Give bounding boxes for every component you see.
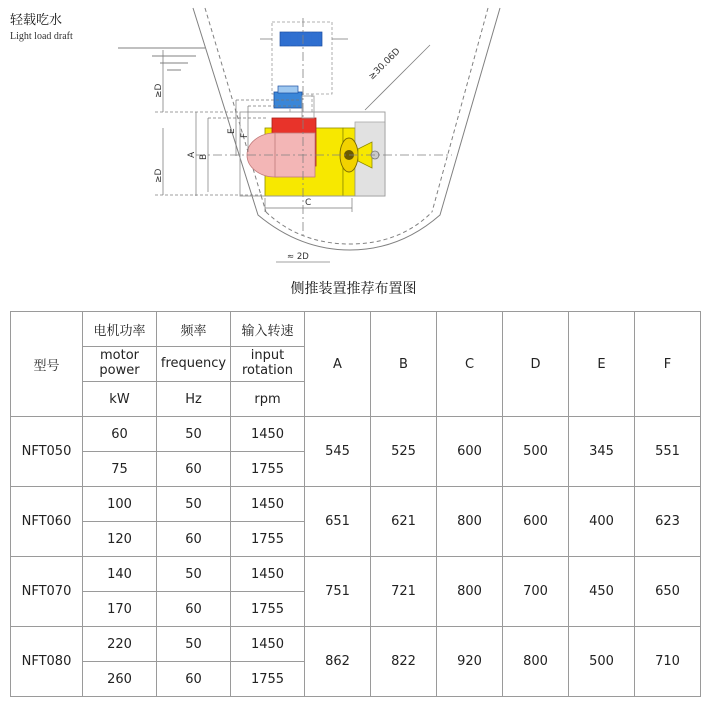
frequency: 60 (157, 452, 231, 487)
header-rpm-en: input rotation (231, 347, 305, 382)
motor-power: 170 (83, 592, 157, 627)
specification-table (10, 311, 701, 697)
dim-c-value: 920 (437, 627, 503, 697)
input-rotation: 1450 (231, 417, 305, 452)
header-dim-d: D (503, 312, 569, 417)
annotation-depth-upper: ≥D (154, 83, 164, 98)
dim-e-value: 450 (569, 557, 635, 627)
dim-c-value: 600 (437, 417, 503, 487)
dim-f-value: 623 (635, 487, 701, 557)
annotation-angle: ≥30.06D (367, 46, 403, 83)
dim-a-value: 545 (305, 417, 371, 487)
diagram-caption: 侧推装置推荐布置图 (290, 281, 417, 297)
dim-d-value: 500 (503, 417, 569, 487)
frequency: 50 (157, 627, 231, 662)
model-name: NFT080 (11, 627, 83, 697)
motor-power: 140 (83, 557, 157, 592)
motor-power: 75 (83, 452, 157, 487)
draft-label-en: Light load draft (10, 30, 73, 42)
dim-f-value: 650 (635, 557, 701, 627)
header-frequency-unit: Hz (157, 382, 231, 417)
table-row (11, 487, 701, 522)
annotation-bottom: ≈ 2D (287, 252, 309, 262)
draft-label-cn: 轻载吃水 (10, 13, 63, 28)
motor-power: 260 (83, 662, 157, 697)
motor-power: 100 (83, 487, 157, 522)
dim-b-value: 721 (371, 557, 437, 627)
dim-e-value: 500 (569, 627, 635, 697)
table-row (11, 627, 701, 662)
dim-d-value: 600 (503, 487, 569, 557)
header-rpm-unit: rpm (231, 382, 305, 417)
header-frequency-cn: 频率 (157, 312, 231, 347)
header-rpm-cn: 输入转速 (231, 312, 305, 347)
header-frequency-en: frequency (157, 347, 231, 382)
dim-d-value: 800 (503, 627, 569, 697)
input-rotation: 1450 (231, 627, 305, 662)
header-power-cn: 电机功率 (83, 312, 157, 347)
frequency: 50 (157, 417, 231, 452)
light-load-draft-label (10, 12, 73, 43)
frequency: 60 (157, 522, 231, 557)
table-row (11, 417, 701, 452)
input-rotation: 1755 (231, 662, 305, 697)
dim-a-value: 651 (305, 487, 371, 557)
dim-e-value: 400 (569, 487, 635, 557)
dim-c-value: 800 (437, 487, 503, 557)
header-power-unit: kW (83, 382, 157, 417)
header-dim-e: E (569, 312, 635, 417)
thruster-arrangement-diagram (0, 0, 707, 305)
input-rotation: 1450 (231, 557, 305, 592)
annotation-depth-lower: ≥D (154, 168, 164, 183)
motor-power: 220 (83, 627, 157, 662)
dim-a-value: 862 (305, 627, 371, 697)
dim-a-value: 751 (305, 557, 371, 627)
frequency: 60 (157, 662, 231, 697)
dim-e-value: 345 (569, 417, 635, 487)
dim-d-value: 700 (503, 557, 569, 627)
header-dim-b: B (371, 312, 437, 417)
input-rotation: 1755 (231, 452, 305, 487)
model-name: NFT060 (11, 487, 83, 557)
annotation-dim-e: E (227, 128, 237, 134)
header-dim-c: C (437, 312, 503, 417)
dim-c-value: 800 (437, 557, 503, 627)
model-name: NFT070 (11, 557, 83, 627)
annotation-dim-b: B (199, 153, 209, 160)
input-rotation: 1755 (231, 592, 305, 627)
frequency: 50 (157, 557, 231, 592)
input-rotation: 1450 (231, 487, 305, 522)
header-model: 型号 (11, 312, 83, 417)
header-dim-a: A (305, 312, 371, 417)
input-rotation: 1755 (231, 522, 305, 557)
table-row (11, 557, 701, 592)
dim-b-value: 621 (371, 487, 437, 557)
table-header-row-cn (11, 312, 701, 347)
dim-f-value: 551 (635, 417, 701, 487)
annotation-dim-f: F (240, 132, 250, 138)
frequency: 50 (157, 487, 231, 522)
annotation-dim-c: C (305, 198, 312, 208)
motor-power: 120 (83, 522, 157, 557)
dim-f-value: 710 (635, 627, 701, 697)
dim-b-value: 822 (371, 627, 437, 697)
motor-power: 60 (83, 417, 157, 452)
model-name: NFT050 (11, 417, 83, 487)
diagram-drawing (0, 0, 707, 305)
dim-b-value: 525 (371, 417, 437, 487)
frequency: 60 (157, 592, 231, 627)
header-power-en: motor power (83, 347, 157, 382)
annotation-dim-a: A (187, 151, 197, 158)
header-dim-f: F (635, 312, 701, 417)
